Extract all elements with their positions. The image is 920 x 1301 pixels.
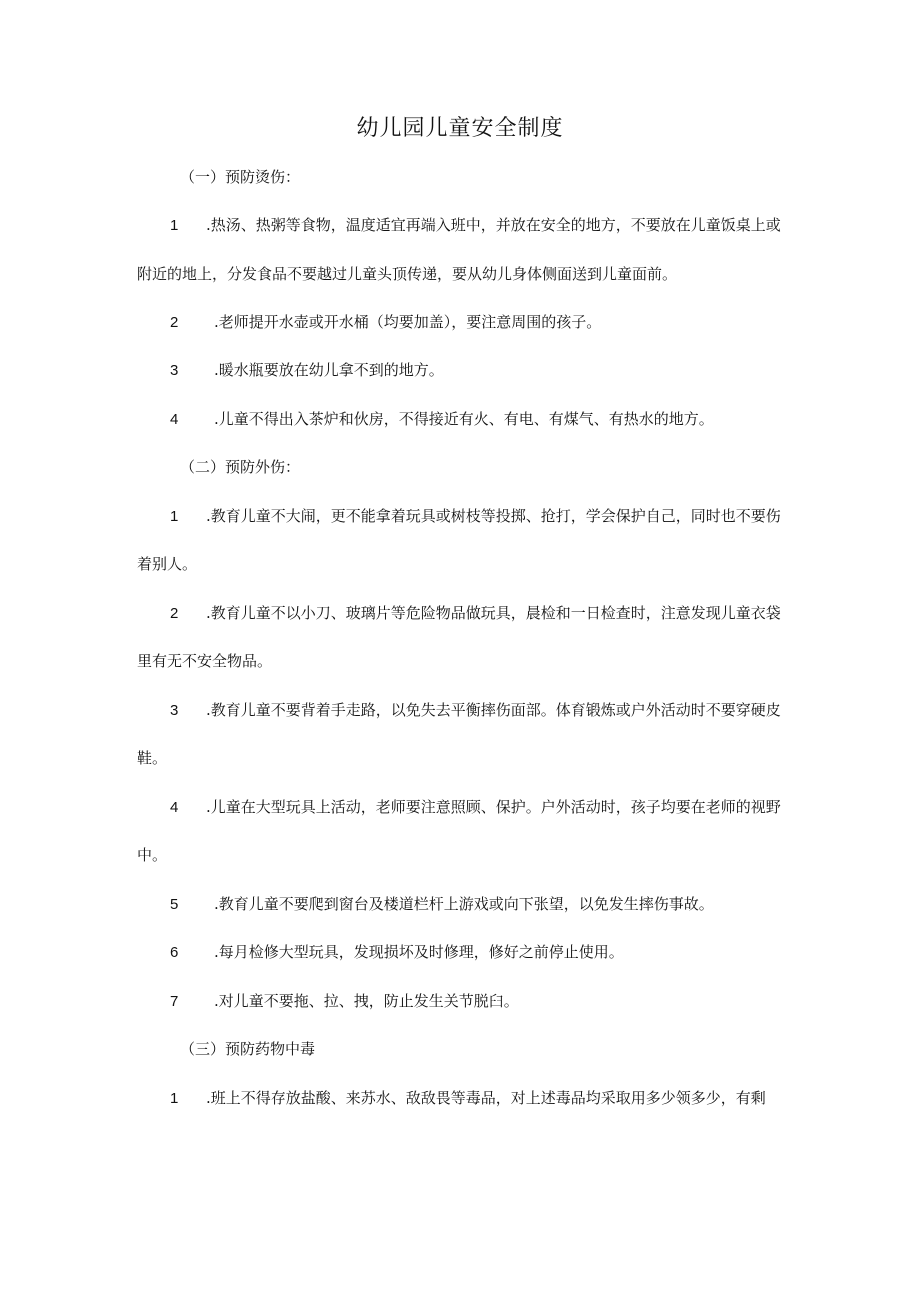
list-item (137, 796, 787, 819)
item-number: 5 (170, 896, 179, 913)
item-number: 1 (170, 217, 179, 234)
item-continuation: 鞋。 (137, 749, 168, 767)
list-item (137, 1087, 787, 1110)
list-item (137, 990, 787, 1013)
list-item (137, 311, 787, 334)
item-number: 6 (170, 944, 179, 961)
item-number: 2 (170, 605, 179, 622)
section-heading: （三）预防药物中毒 (180, 1040, 316, 1058)
item-number: 3 (170, 702, 179, 719)
list-item (137, 602, 787, 625)
item-text: .教育儿童不大闹，更不能拿着玩具或树枝等投掷、抢打，学会保护自己，同时也不要伤 (206, 507, 781, 525)
list-item (137, 408, 787, 431)
list-item (137, 214, 787, 237)
list-item (137, 359, 787, 382)
section-heading: （一）预防烫伤： (180, 168, 301, 186)
item-text: .儿童不得出入茶炉和伙房，不得接近有火、有电、有煤气、有热水的地方。 (214, 410, 714, 428)
item-number: 4 (170, 799, 179, 816)
item-continuation: 中。 (137, 846, 168, 864)
list-item (137, 893, 787, 916)
item-number: 2 (170, 314, 179, 331)
list-item (137, 941, 787, 964)
item-text: .儿童在大型玩具上活动，老师要注意照顾、保护。户外活动时，孩子均要在老师的视野 (206, 798, 781, 816)
item-continuation: 附近的地上，分发食品不要越过儿童头顶传递，要从幼儿身体侧面送到儿童面前。 (137, 265, 678, 283)
section-heading: （二）预防外伤： (180, 458, 301, 476)
list-item (137, 505, 787, 528)
item-text: .班上不得存放盐酸、来苏水、敌敌畏等毒品，对上述毒品均采取用多少领多少，有剩 (206, 1089, 766, 1107)
item-text: .热汤、热粥等食物，温度适宜再端入班中，并放在安全的地方，不要放在儿童饭桌上或 (206, 216, 781, 234)
item-number: 1 (170, 1090, 179, 1107)
item-number: 1 (170, 508, 179, 525)
item-text: .每月检修大型玩具，发现损坏及时修理，修好之前停止使用。 (214, 943, 624, 961)
item-text: .暖水瓶要放在幼儿拿不到的地方。 (214, 361, 444, 379)
item-text: .老师提开水壶或开水桶（均要加盖），要注意周围的孩子。 (214, 313, 602, 331)
item-text: .教育儿童不要背着手走路，以免失去平衡摔伤面部。体育锻炼或户外活动时不要穿硬皮 (206, 701, 781, 719)
item-continuation: 着别人。 (137, 555, 198, 573)
item-text: .教育儿童不以小刀、玻璃片等危险物品做玩具，晨检和一日检查时，注意发现儿童衣袋 (206, 604, 781, 622)
item-number: 7 (170, 993, 179, 1010)
list-item (137, 699, 787, 722)
document-title: 幼儿园儿童安全制度 (356, 116, 564, 141)
item-number: 4 (170, 411, 179, 428)
item-text: .教育儿童不要爬到窗台及楼道栏杆上游戏或向下张望，以免发生摔伤事故。 (214, 895, 714, 913)
item-number: 3 (170, 362, 179, 379)
item-text: .对儿童不要拖、拉、拽，防止发生关节脱臼。 (214, 992, 519, 1010)
item-continuation: 里有无不安全物品。 (137, 652, 273, 670)
